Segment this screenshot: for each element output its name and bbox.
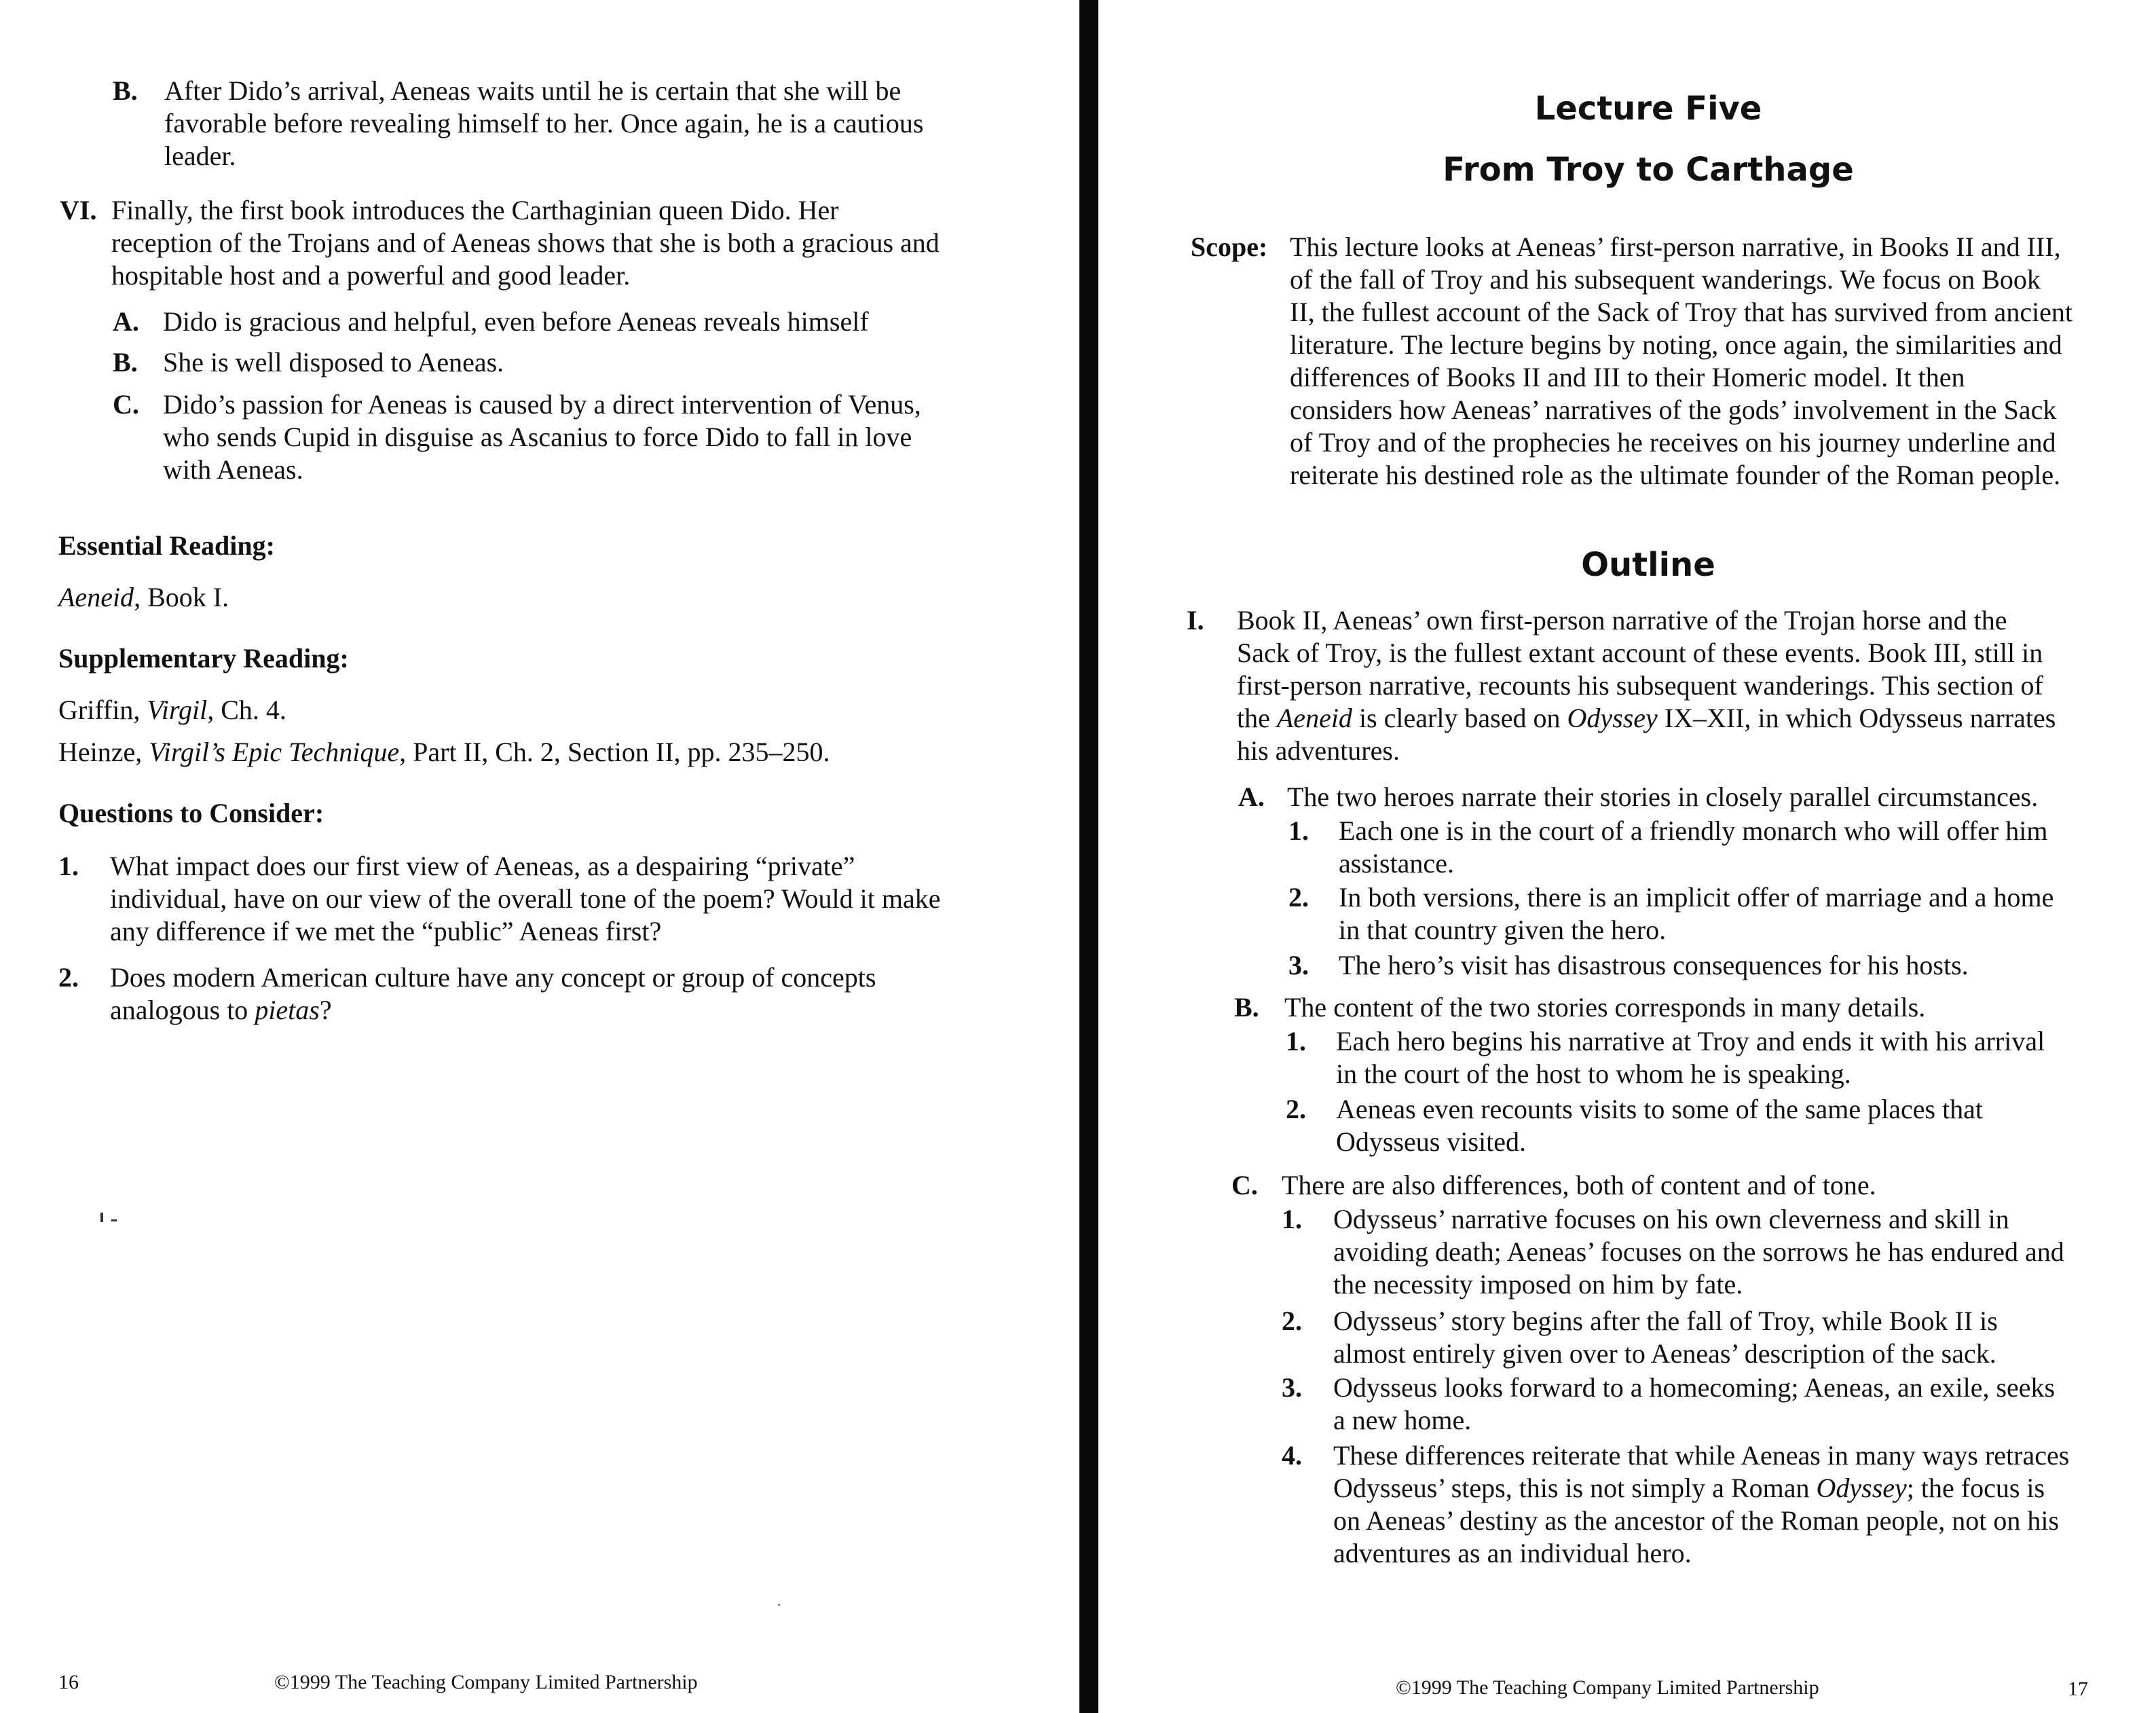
item-number: 1. (1288, 815, 1309, 846)
line: Aeneas even recounts visits to some of the same places that (1336, 1094, 1984, 1124)
scan-mark (111, 1219, 117, 1221)
line: This lecture looks at Aeneas’ first-person narrative, in Books II and III, (1290, 232, 2061, 262)
line: his adventures. (1237, 735, 1400, 766)
paragraph (1336, 1025, 2045, 1090)
line: Odysseus visited. (1336, 1126, 1526, 1157)
paragraph (1339, 815, 2048, 880)
line-text: analogous to (110, 995, 255, 1025)
paragraph (1333, 1203, 2064, 1301)
page-number: 17 (2068, 1678, 2088, 1700)
question-number: 2. (58, 962, 79, 993)
line: reiterate his destined role as the ultimate founder of the Roman people. (1290, 460, 2061, 490)
item-number: 3. (1282, 1372, 1302, 1403)
book-title: Virgil (147, 695, 208, 725)
line: a new home. (1333, 1405, 1472, 1435)
line-text: ; the focus is (1906, 1473, 2045, 1503)
paragraph (1333, 1305, 1998, 1370)
item-label: A. (113, 306, 139, 337)
line: Dido is gracious and helpful, even before Aeneas reveals himself (163, 306, 869, 337)
item-number: 1. (1282, 1204, 1302, 1234)
line: any difference if we met the “public” Aeneas first? (110, 916, 662, 946)
line: individual, have on our view of the overall tone of the poem? Would it make (110, 883, 941, 914)
item-number: 2. (1288, 882, 1309, 913)
line: These differences reiterate that while Aeneas in many ways retraces (1333, 1440, 2070, 1471)
line: on Aeneas’ destiny as the ancestor of the Roman people, not on his (1333, 1505, 2060, 1536)
question-number: 1. (58, 851, 79, 881)
item-label: VI. (60, 195, 97, 225)
item-number: 1. (1286, 1026, 1306, 1056)
paragraph (1339, 881, 2053, 946)
line: Dido’s passion for Aeneas is caused by a direct intervention of Venus, (163, 389, 921, 420)
line: II, the fullest account of the Sack of Troy that has survived from ancient (1290, 297, 2073, 327)
reading-detail: , Part II, Ch. 2, Section II, pp. 235–250. (399, 737, 830, 767)
item-label: B. (113, 75, 138, 106)
paragraph (164, 75, 923, 172)
line: She is well disposed to Aeneas. (163, 347, 504, 377)
copyright: ©1999 The Teaching Company Limited Partnership (1396, 1676, 1819, 1699)
line: in the court of the host to whom he is speaking. (1336, 1058, 1851, 1089)
paragraph: There are also differences, both of content and of tone. (1282, 1170, 1876, 1200)
line-text: the (1237, 703, 1277, 733)
line (1333, 1472, 2069, 1505)
line: literature. The lecture begins by noting, once again, the similarities and (1290, 329, 2062, 360)
line: adventures as an individual hero. (1333, 1538, 1692, 1568)
line (110, 994, 876, 1027)
reading-entry (58, 581, 229, 614)
book-title: Aeneid (58, 582, 134, 612)
line: Each one is in the court of a friendly monarch who will offer him (1339, 815, 2048, 846)
line: Sack of Troy, is the fullest extant account of these events. Book III, still in (1237, 638, 2043, 668)
line: After Dido’s arrival, Aeneas waits until he is certain that she will be (164, 75, 902, 106)
line: assistance. (1339, 848, 1454, 879)
line: considers how Aeneas’ narratives of the gods’ involvement in the Sack (1290, 394, 2057, 425)
item-label: A. (1238, 781, 1265, 812)
paragraph (1333, 1439, 2069, 1570)
line: favorable before revealing himself to her. Once again, he is a cautious (164, 108, 924, 139)
line: leader. (164, 141, 236, 171)
line: Odysseus looks forward to a homecoming; Aeneas, an exile, seeks (1333, 1372, 2056, 1403)
line: of Troy and of the prophecies he receives on his journey underline and (1290, 427, 2056, 458)
line: Book II, Aeneas’ own first-person narrative of the Trojan horse and the (1237, 605, 2007, 636)
author: Griffin, (58, 695, 147, 725)
line-text: Odysseus’ steps, this is not simply a Roman (1333, 1473, 1817, 1503)
paragraph (163, 346, 504, 379)
reading-detail: , Book I. (134, 582, 229, 612)
line: the necessity imposed on him by fate. (1333, 1269, 1743, 1300)
author: Heinze, (58, 737, 149, 767)
paragraph (163, 306, 869, 338)
book-gutter (1079, 0, 1098, 1713)
outline-heading: Outline (1581, 546, 1715, 584)
line: Does modern American culture have any concept or group of concepts (110, 962, 876, 993)
line: avoiding death; Aeneas’ focuses on the sorrows he has endured and (1333, 1236, 2064, 1267)
line: In both versions, there is an implicit offer of marriage and a home (1339, 882, 2054, 913)
item-label: B. (113, 347, 138, 377)
item-number: 2. (1286, 1094, 1306, 1124)
scope-text (1290, 231, 2073, 492)
paragraph (163, 388, 921, 486)
copyright: ©1999 The Teaching Company Limited Partnership (274, 1671, 698, 1693)
line: Finally, the first book introduces the Carthaginian queen Dido. Her (111, 195, 839, 225)
line: differences of Books II and III to their Homeric model. It then (1290, 362, 1965, 392)
paragraph (1237, 604, 2056, 767)
paragraph: The two heroes narrate their stories in closely parallel circumstances. (1287, 781, 2039, 812)
line-text: is clearly based on (1352, 703, 1567, 733)
book-title: Odyssey (1816, 1473, 1907, 1503)
supplementary-reading-heading: Supplementary Reading: (58, 643, 349, 674)
lecture-title: Lecture Five (1534, 90, 1762, 128)
item-label: C. (113, 389, 139, 420)
line: Odysseus’ story begins after the fall of Troy, while Book II is (1333, 1306, 1998, 1336)
item-label: B. (1234, 992, 1259, 1023)
paragraph (1333, 1371, 2055, 1437)
reading-detail: , Ch. 4. (207, 695, 286, 725)
line: reception of the Trojans and of Aeneas shows that she is both a gracious and (111, 227, 940, 258)
scan-mark (100, 1213, 103, 1222)
line-text: IX–XII, in which Odysseus narrates (1657, 703, 2056, 733)
item-number: 4. (1282, 1440, 1302, 1471)
item-label: I. (1187, 605, 1204, 636)
paragraph (1339, 949, 1969, 982)
line: in that country given the hero. (1339, 915, 1667, 945)
line: Odysseus’ narrative focuses on his own cleverness and skill in (1333, 1204, 2009, 1234)
item-number: 2. (1282, 1306, 1302, 1336)
book-title: Odyssey (1567, 703, 1658, 733)
line: who sends Cupid in disguise as Ascanius to force Dido to fall in love (163, 422, 912, 452)
latin-term: pietas (255, 995, 320, 1025)
line-text: ? (319, 995, 332, 1025)
line: first-person narrative, recounts his subsequent wanderings. This section of (1237, 670, 2043, 701)
questions-heading: Questions to Consider: (58, 798, 324, 828)
reading-entry (58, 736, 830, 769)
question (110, 961, 876, 1027)
line: The hero’s visit has disastrous consequences for his hosts. (1339, 950, 1969, 980)
line: with Aeneas. (163, 454, 303, 485)
book-title: Aeneid (1276, 703, 1352, 733)
page-number: 16 (58, 1671, 79, 1693)
lecture-subtitle: From Troy to Carthage (1443, 151, 1854, 189)
line (1237, 702, 2056, 735)
item-number: 3. (1288, 950, 1309, 980)
item-label: C. (1231, 1170, 1258, 1200)
paragraph (111, 194, 940, 292)
right-page (1098, 0, 2156, 1713)
scan-mark (778, 1604, 780, 1606)
scope-label: Scope: (1191, 232, 1268, 262)
reading-entry (58, 694, 286, 726)
line: Each hero begins his narrative at Troy and ends it with his arrival (1336, 1026, 2045, 1056)
line: almost entirely given over to Aeneas’ description of the sack. (1333, 1338, 1996, 1369)
paragraph (1336, 1093, 1983, 1158)
line: What impact does our first view of Aeneas, as a despairing “private” (110, 851, 855, 881)
question (110, 850, 941, 948)
paragraph: The content of the two stories corresponds in many details. (1284, 992, 1926, 1023)
line: of the fall of Troy and his subsequent wanderings. We focus on Book (1290, 264, 2041, 295)
book-title: Virgil’s Epic Technique (149, 737, 400, 767)
essential-reading-heading: Essential Reading: (58, 530, 275, 561)
line: hospitable host and a powerful and good leader. (111, 260, 631, 291)
